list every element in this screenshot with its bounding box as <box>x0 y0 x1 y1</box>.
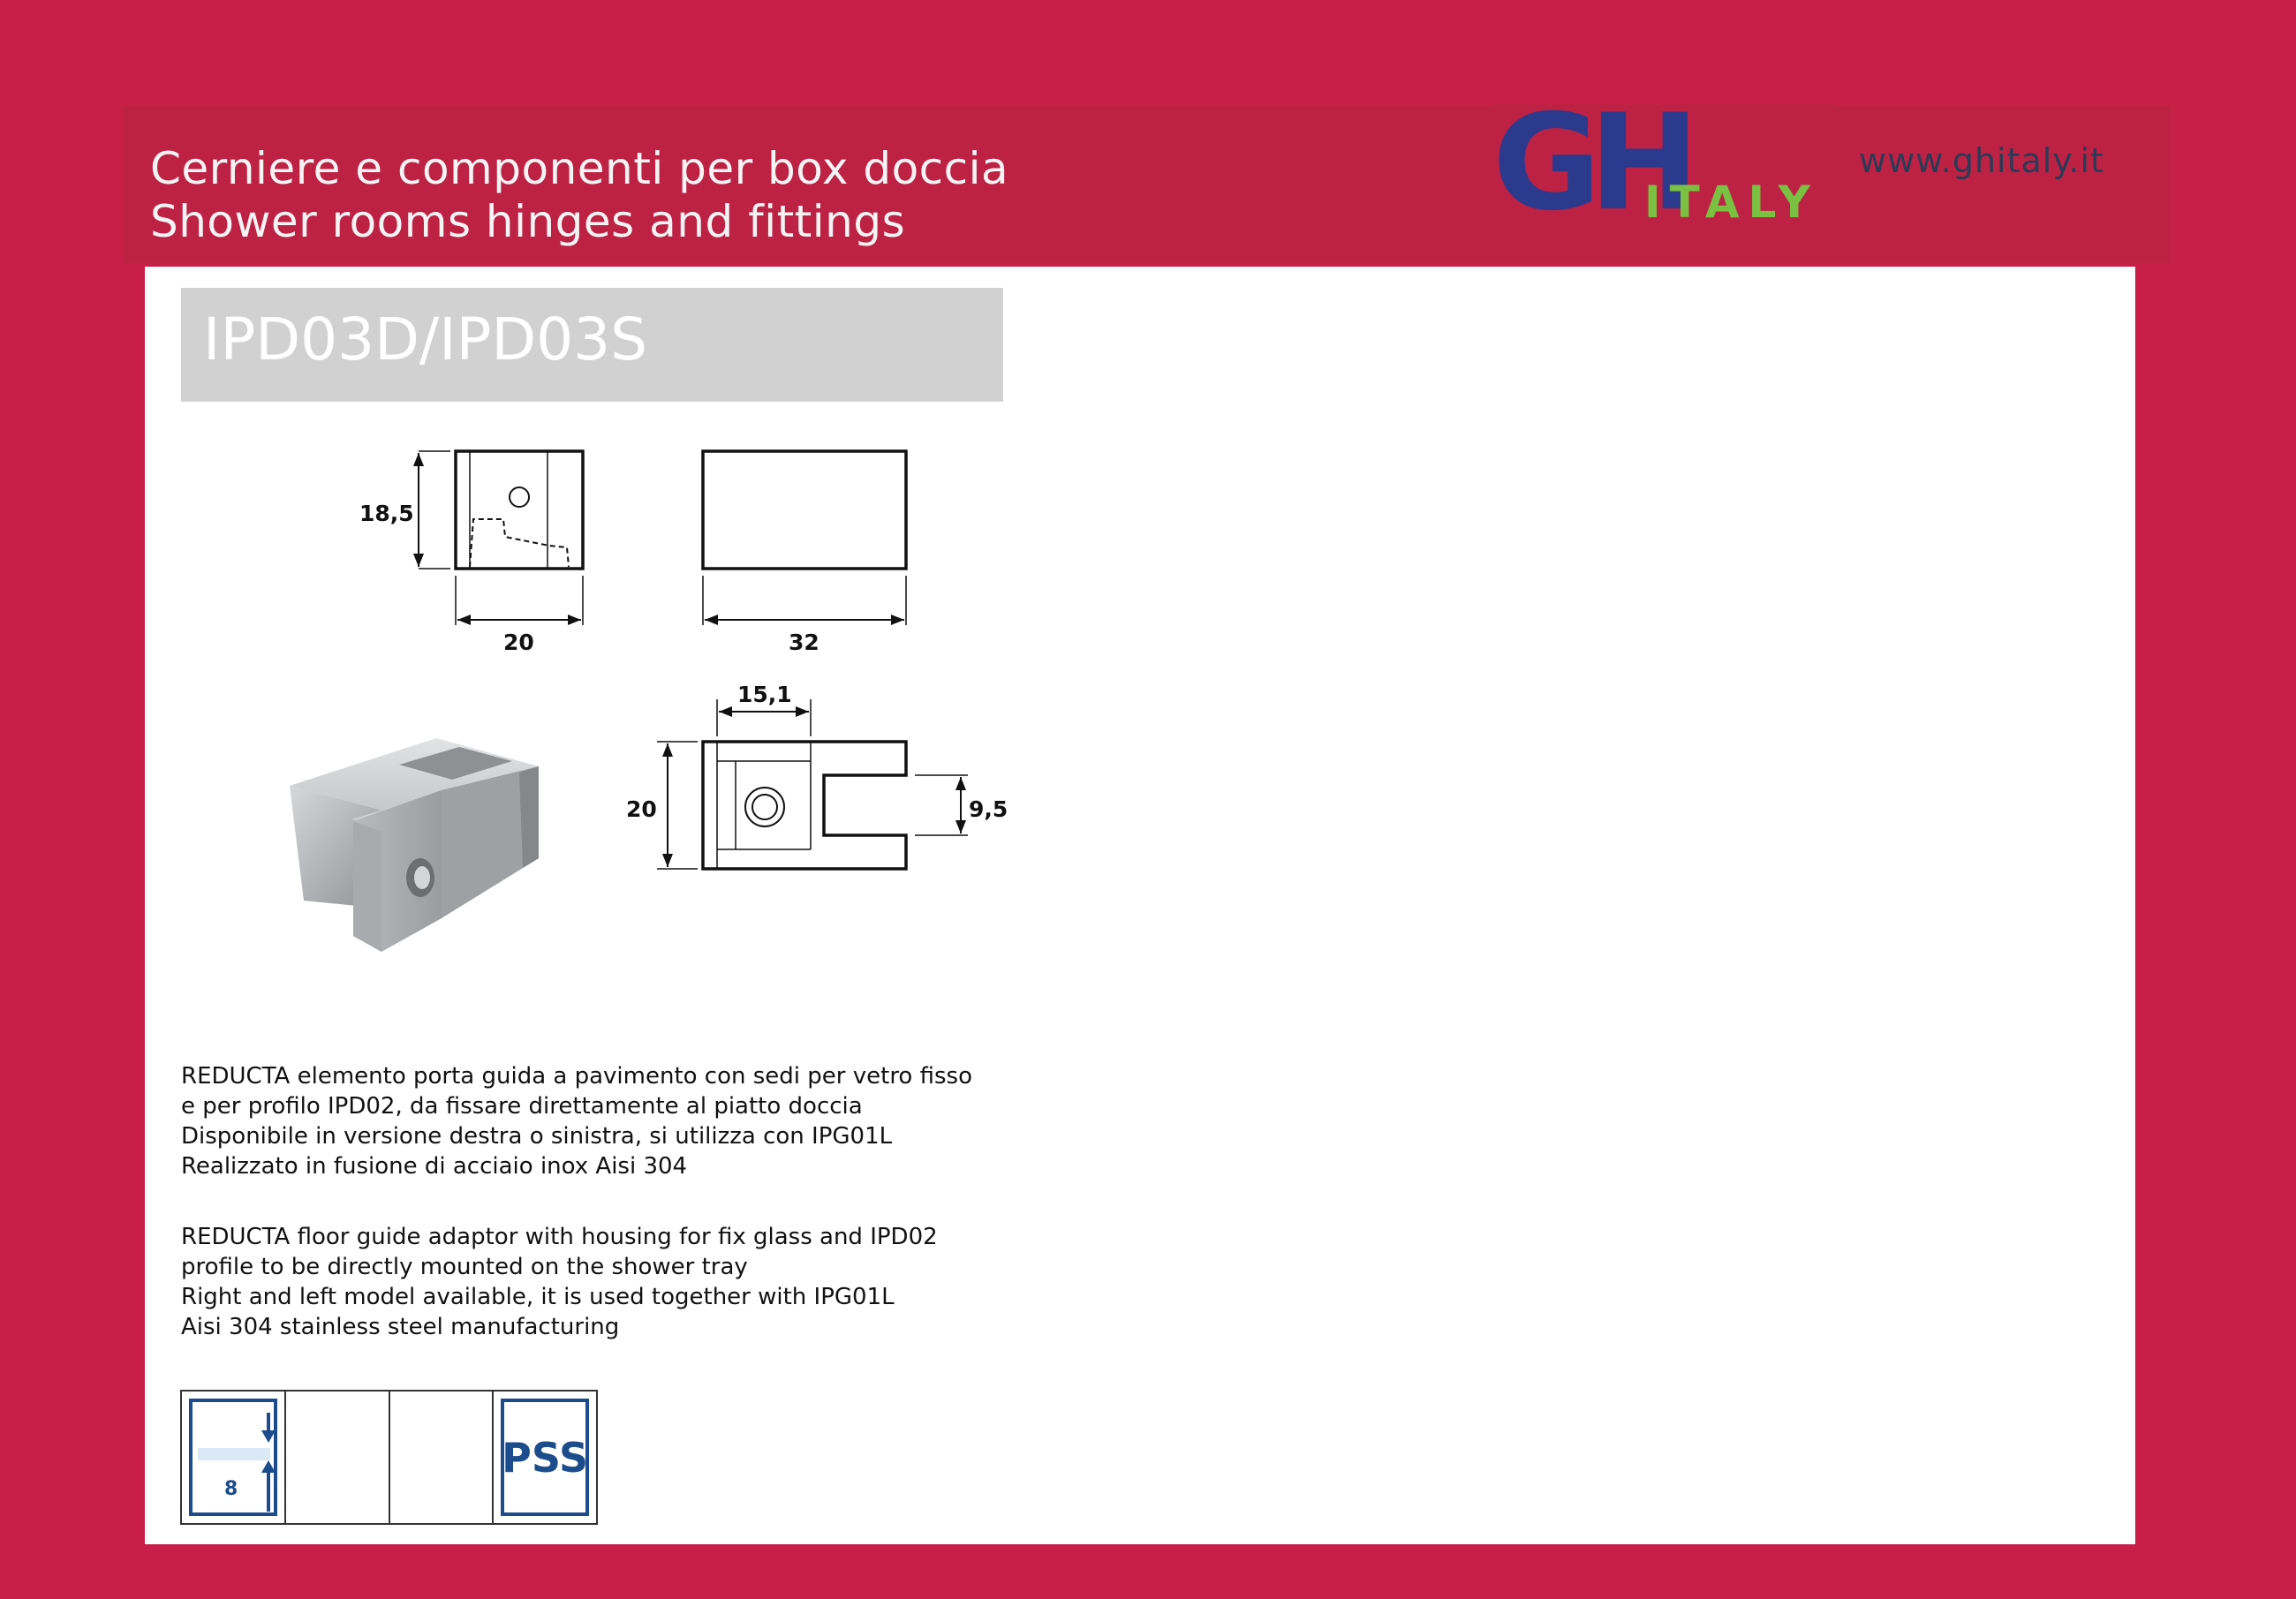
description-italian <box>181 1061 972 1181</box>
glass-thickness-icon <box>189 1399 277 1516</box>
description-it-line: Disponibile in versione destra o sinistra, si utilizza con IPG01L <box>181 1123 893 1150</box>
header-title-en: Shower rooms hinges and fittings <box>150 196 906 247</box>
description-it-line: REDUCTA elemento porta guida a pavimento con sedi per vetro fisso <box>181 1063 972 1090</box>
dim-top-depth: 20 <box>626 796 657 822</box>
logo-italy-text: ITALY <box>1644 177 1819 223</box>
description-en-line: REDUCTA floor guide adaptor with housing for fix glass and IPD02 <box>181 1224 938 1250</box>
description-it-line: Realizzato in fusione di acciaio inox Aisi 304 <box>181 1153 688 1180</box>
glass-thickness-value: 8 <box>224 1478 238 1500</box>
description-english <box>181 1222 938 1342</box>
side-view-drawing <box>703 451 906 625</box>
description-en-line: profile to be directly mounted on the shower tray <box>181 1254 748 1280</box>
glass-thickness-cell <box>182 1392 286 1523</box>
finish-cell <box>494 1392 596 1523</box>
description-en-line: Aisi 304 stainless steel manufacturing <box>181 1314 620 1340</box>
dim-top-opening: 9,5 <box>969 796 1008 822</box>
dim-side-width: 32 <box>789 630 819 655</box>
feature-icons-table <box>180 1390 598 1525</box>
top-view-drawing <box>657 699 968 869</box>
dim-front-width: 20 <box>503 630 534 655</box>
empty-icon-cell <box>390 1392 495 1523</box>
product-3d-render <box>290 738 539 952</box>
website-link[interactable]: www.ghitaly.it <box>1859 141 2104 180</box>
empty-icon-cell <box>286 1392 390 1523</box>
dim-front-height: 18,5 <box>359 501 414 526</box>
pss-label: PSS <box>502 1433 589 1482</box>
product-code: IPD03D/IPD03S <box>203 305 648 373</box>
thickness-arrows-icon <box>193 1402 281 1520</box>
header-title-it: Cerniere e componenti per box doccia <box>150 143 1009 194</box>
dim-top-slot: 15,1 <box>737 682 792 707</box>
front-view-drawing <box>413 451 583 625</box>
description-en-line: Right and left model available, it is used together with IPG01L <box>181 1284 895 1310</box>
pss-finish-icon <box>501 1399 589 1516</box>
logo-gh-text: GH <box>1492 104 1688 223</box>
description-it-line: e per profilo IPD02, da fissare direttamente al piatto doccia <box>181 1093 863 1120</box>
